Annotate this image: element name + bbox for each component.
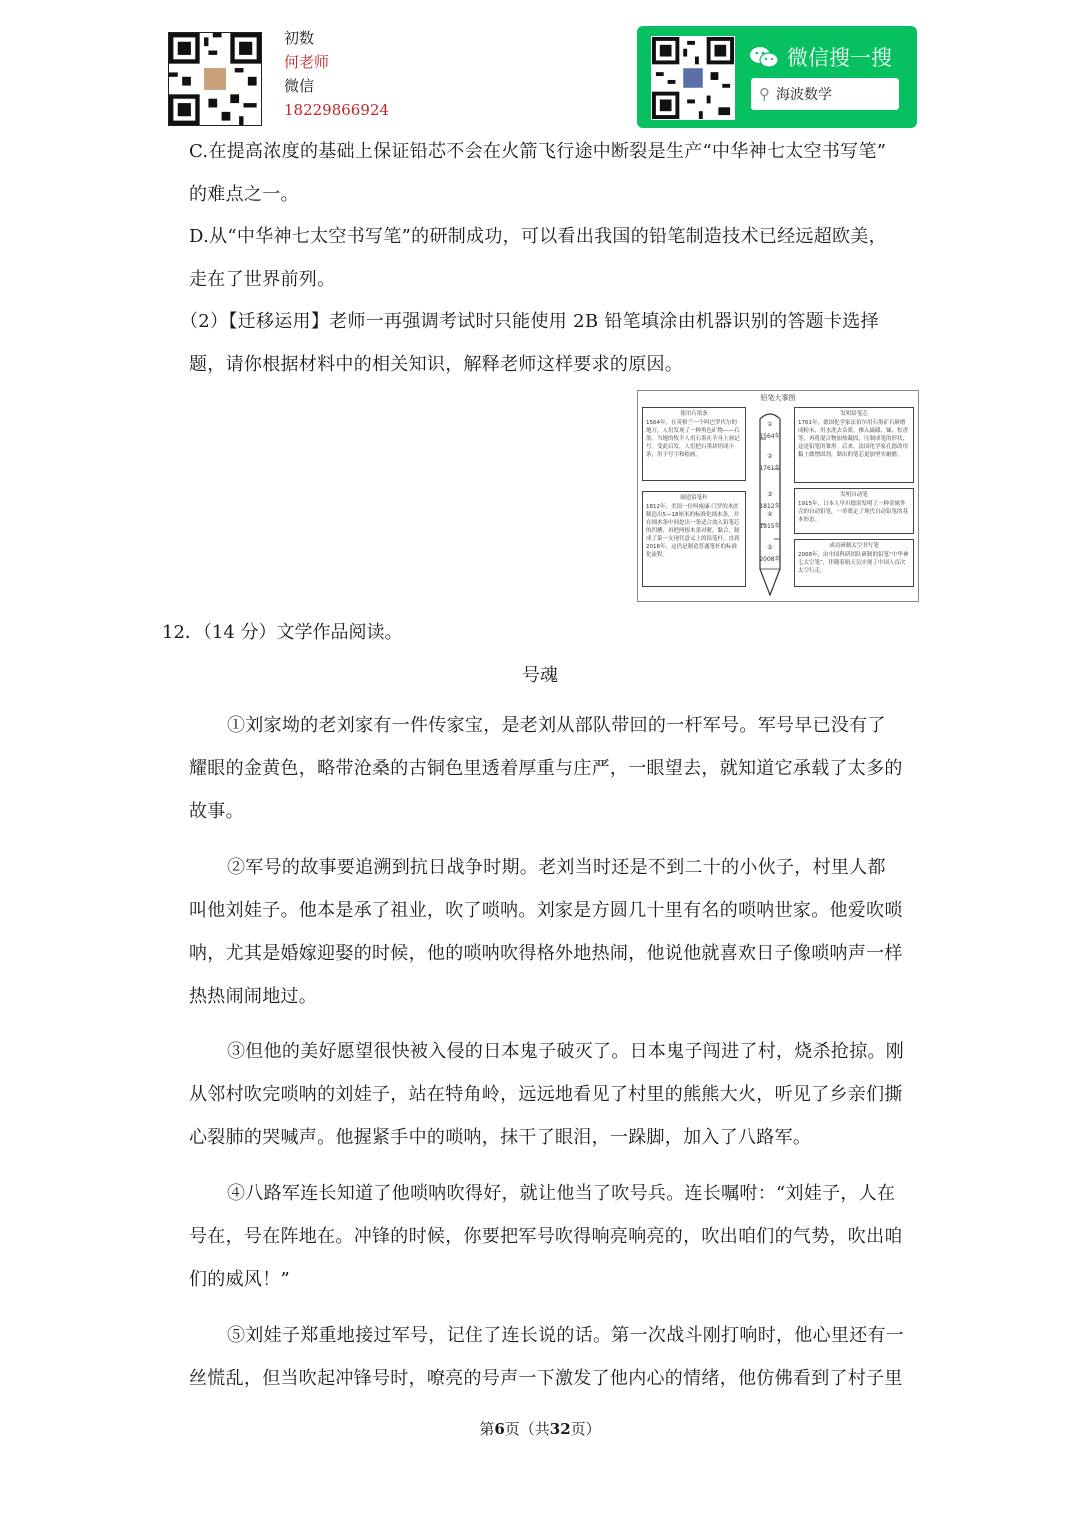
paragraph-line: 们的威风！” — [189, 1269, 291, 1290]
event-text-5: 2008年，由中国科研团队研制的铅笔“中华神七太空笔”，伴随着航天员实现了中国人首次太空行走。 — [798, 552, 909, 574]
option-d — [189, 215, 919, 301]
teacher-contact — [284, 26, 389, 122]
qr-code-icon — [169, 33, 261, 125]
sub-question-line-2: 题，请你根据材料中的相关知识，解释老师这样要求的原因。 — [189, 354, 684, 375]
passage-title: 号魂 — [522, 665, 558, 686]
year-label-3: 1812年 — [759, 503, 781, 510]
paragraph-line: ③但他的美好愿望很快被入侵的日本鬼子破灭了。日本鬼子闯进了村，烧杀抢掠。刚 — [227, 1041, 905, 1062]
event-title-5: 成功研制太空书写笔 — [829, 543, 879, 549]
paragraph-line: 呐，尤其是婚嫁迎娶的时候，他的唢呐吹得格外地热闹，他说他就喜欢日子像唢呐声一样 — [189, 943, 903, 964]
event-text-2: 1761年，德国化学家法伯尔用石墨矿石研磨成粉末，用水洗去杂质，掺入硫磺、锑、松香等，再将混合物加热凝固，压制成笔的形状，这是铅笔的雏形。后来，法国化学家孔德改用黏土做增固剂，制出的笔芯更加坚实耐磨。 — [798, 420, 909, 458]
pencil-timeline-figure — [637, 390, 919, 602]
event-title-1: 使用石墨条 — [680, 411, 708, 417]
paragraph-5 — [189, 1314, 919, 1400]
paragraph-line: 耀眼的金黄色，略带沧桑的古铜色里透着厚重与庄严，一眼望去，就知道它承载了太多的 — [189, 758, 903, 779]
paragraph-line: 从邻村吹完唢呐的刘娃子，站在特角岭，远远地看见了村里的熊熊大火，听见了乡亲们撕 — [189, 1084, 903, 1105]
paragraph-line: 叫他刘娃子。他本是承了祖业，吹了唢呐。刘家是方圆几十里有名的唢呐世家。他爱吹唢 — [189, 900, 903, 921]
sub-question-2 — [180, 300, 910, 386]
paragraph-line: 丝慌乱，但当吹起冲锋号时，嘹亮的号声一下激发了他内心的情绪，他仿佛看到了村子里 — [189, 1368, 903, 1389]
event-box-1 — [642, 407, 746, 481]
paragraph-line: 故事。 — [189, 801, 244, 822]
option-c-line-2: 的难点之一。 — [189, 184, 299, 205]
paragraph-4 — [189, 1172, 919, 1301]
paragraph-line: 热热闹闹地过。 — [189, 986, 318, 1007]
qr-code-teacher — [168, 32, 262, 126]
year-marker-1: ① — [767, 421, 773, 428]
event-text-4: 1915年，日本人早川德治发明了一种金属外壳的自动铅笔，一举奠定了现代自动铅笔的基本形态。 — [798, 501, 909, 523]
year-label-5: 2008年 — [759, 556, 781, 563]
wechat-search-title — [749, 42, 892, 72]
wechat-search-card[interactable] — [637, 26, 917, 128]
paragraph-line: ④八路军连长知道了他唢呐吹得好，就让他当了吹号兵。连长嘱咐：“刘娃子，人在 — [227, 1183, 896, 1204]
search-icon: ⚲ — [759, 85, 770, 103]
year-marker-5: ⑤ — [767, 544, 773, 551]
year-label-2: 1761年 — [759, 465, 781, 472]
option-c — [189, 130, 919, 216]
event-box-4 — [794, 488, 914, 534]
paragraph-line: ②军号的故事要追溯到抗日战争时期。老刘当时还是不到二十的小伙子，村里人都 — [227, 857, 886, 878]
paragraph-line: 号在，号在阵地在。冲锋的时候，你要把军号吹得响亮响亮的，吹出咱们的气势，吹出咱 — [189, 1226, 903, 1247]
contact-subject: 初数 — [284, 29, 315, 47]
figure-title: 铅笔大事图 — [760, 394, 796, 402]
qr-code-icon — [652, 37, 734, 119]
paragraph-3 — [189, 1030, 919, 1159]
option-c-line-1: C.在提高浓度的基础上保证铅芯不会在火箭飞行途中断裂是生产“中华神七太空书写笔” — [189, 141, 887, 162]
event-box-2 — [794, 407, 914, 483]
contact-teacher-name: 何老师 — [284, 53, 330, 71]
wechat-title-text: 微信搜一搜 — [787, 46, 892, 70]
paragraph-1 — [189, 704, 919, 833]
event-box-3 — [642, 491, 746, 587]
option-d-line-1: D.从“中华神七太空书写笔”的研制成功，可以看出我国的铅笔制造技术已经远超欧美， — [189, 226, 887, 247]
paragraph-2 — [189, 846, 919, 1018]
paragraph-line: ①刘家坳的老刘家有一件传家宝，是老刘从部队带回的一杆军号。军号早已没有了 — [227, 715, 886, 736]
footer-page-number: 6 — [494, 1420, 505, 1438]
page-footer — [0, 1418, 1080, 1439]
footer-prefix: 第 — [479, 1420, 495, 1438]
event-text-3: 1812年，美国一位叫威廉·门罗的木匠制造出5—18厘米的标准化细木条，并在细木条中间挖出一条适合放入铅笔芯的凹槽，再把两根木条对紧，黏合，制成了第一支现代意义上的铅笔杆。直到2018年，这仍是制造普通笔杆的标准化流程。 — [646, 504, 740, 558]
event-text-1: 1564年，在英格兰一个叫巴罗代尔的地方，人们发现了一种黑色矿物——石墨。当地的牧羊人用石墨在羊身上画记号。受此启发，人们把石墨块切成小条，用于写字和绘画。 — [646, 420, 740, 458]
event-title-2: 发明铅笔芯 — [840, 411, 868, 417]
paragraph-line: 心裂肺的哭喊声。他握紧手中的唢呐，抹干了眼泪，一跺脚，加入了八路军。 — [189, 1127, 812, 1148]
event-box-5 — [794, 539, 914, 587]
year-label-1: 1564年 — [759, 433, 781, 440]
wechat-logo-icon — [749, 45, 779, 69]
wechat-search-box[interactable] — [751, 78, 899, 110]
year-label-4: 1915年 — [759, 523, 781, 530]
question-12: 12．（14 分）文学作品阅读。 — [162, 622, 403, 643]
footer-mid: 页（共 — [504, 1420, 550, 1438]
footer-suffix: 页） — [570, 1420, 601, 1438]
paragraph-line: ⑤刘娃子郑重地接过军号，记住了连长说的话。第一次战斗刚打响时，他心里还有一 — [227, 1325, 905, 1346]
year-marker-4: ④ — [767, 511, 773, 518]
footer-total-pages: 32 — [549, 1420, 571, 1438]
year-marker-2: ② — [767, 453, 773, 460]
contact-phone: 18229866924 — [284, 101, 389, 119]
wechat-search-text: 海波数学 — [776, 87, 832, 103]
wechat-qr-code — [651, 36, 735, 120]
event-title-3: 制造铅笔杆 — [680, 495, 708, 501]
contact-wechat-label: 微信 — [284, 77, 315, 95]
event-title-4: 发明自动笔 — [840, 492, 868, 498]
option-d-line-2: 走在了世界前列。 — [189, 269, 336, 290]
year-marker-3: ③ — [767, 491, 773, 498]
sub-question-line-1: （2）【迁移运用】老师一再强调考试时只能使用 2B 铅笔填涂由机器识别的答题卡选择 — [180, 311, 879, 332]
